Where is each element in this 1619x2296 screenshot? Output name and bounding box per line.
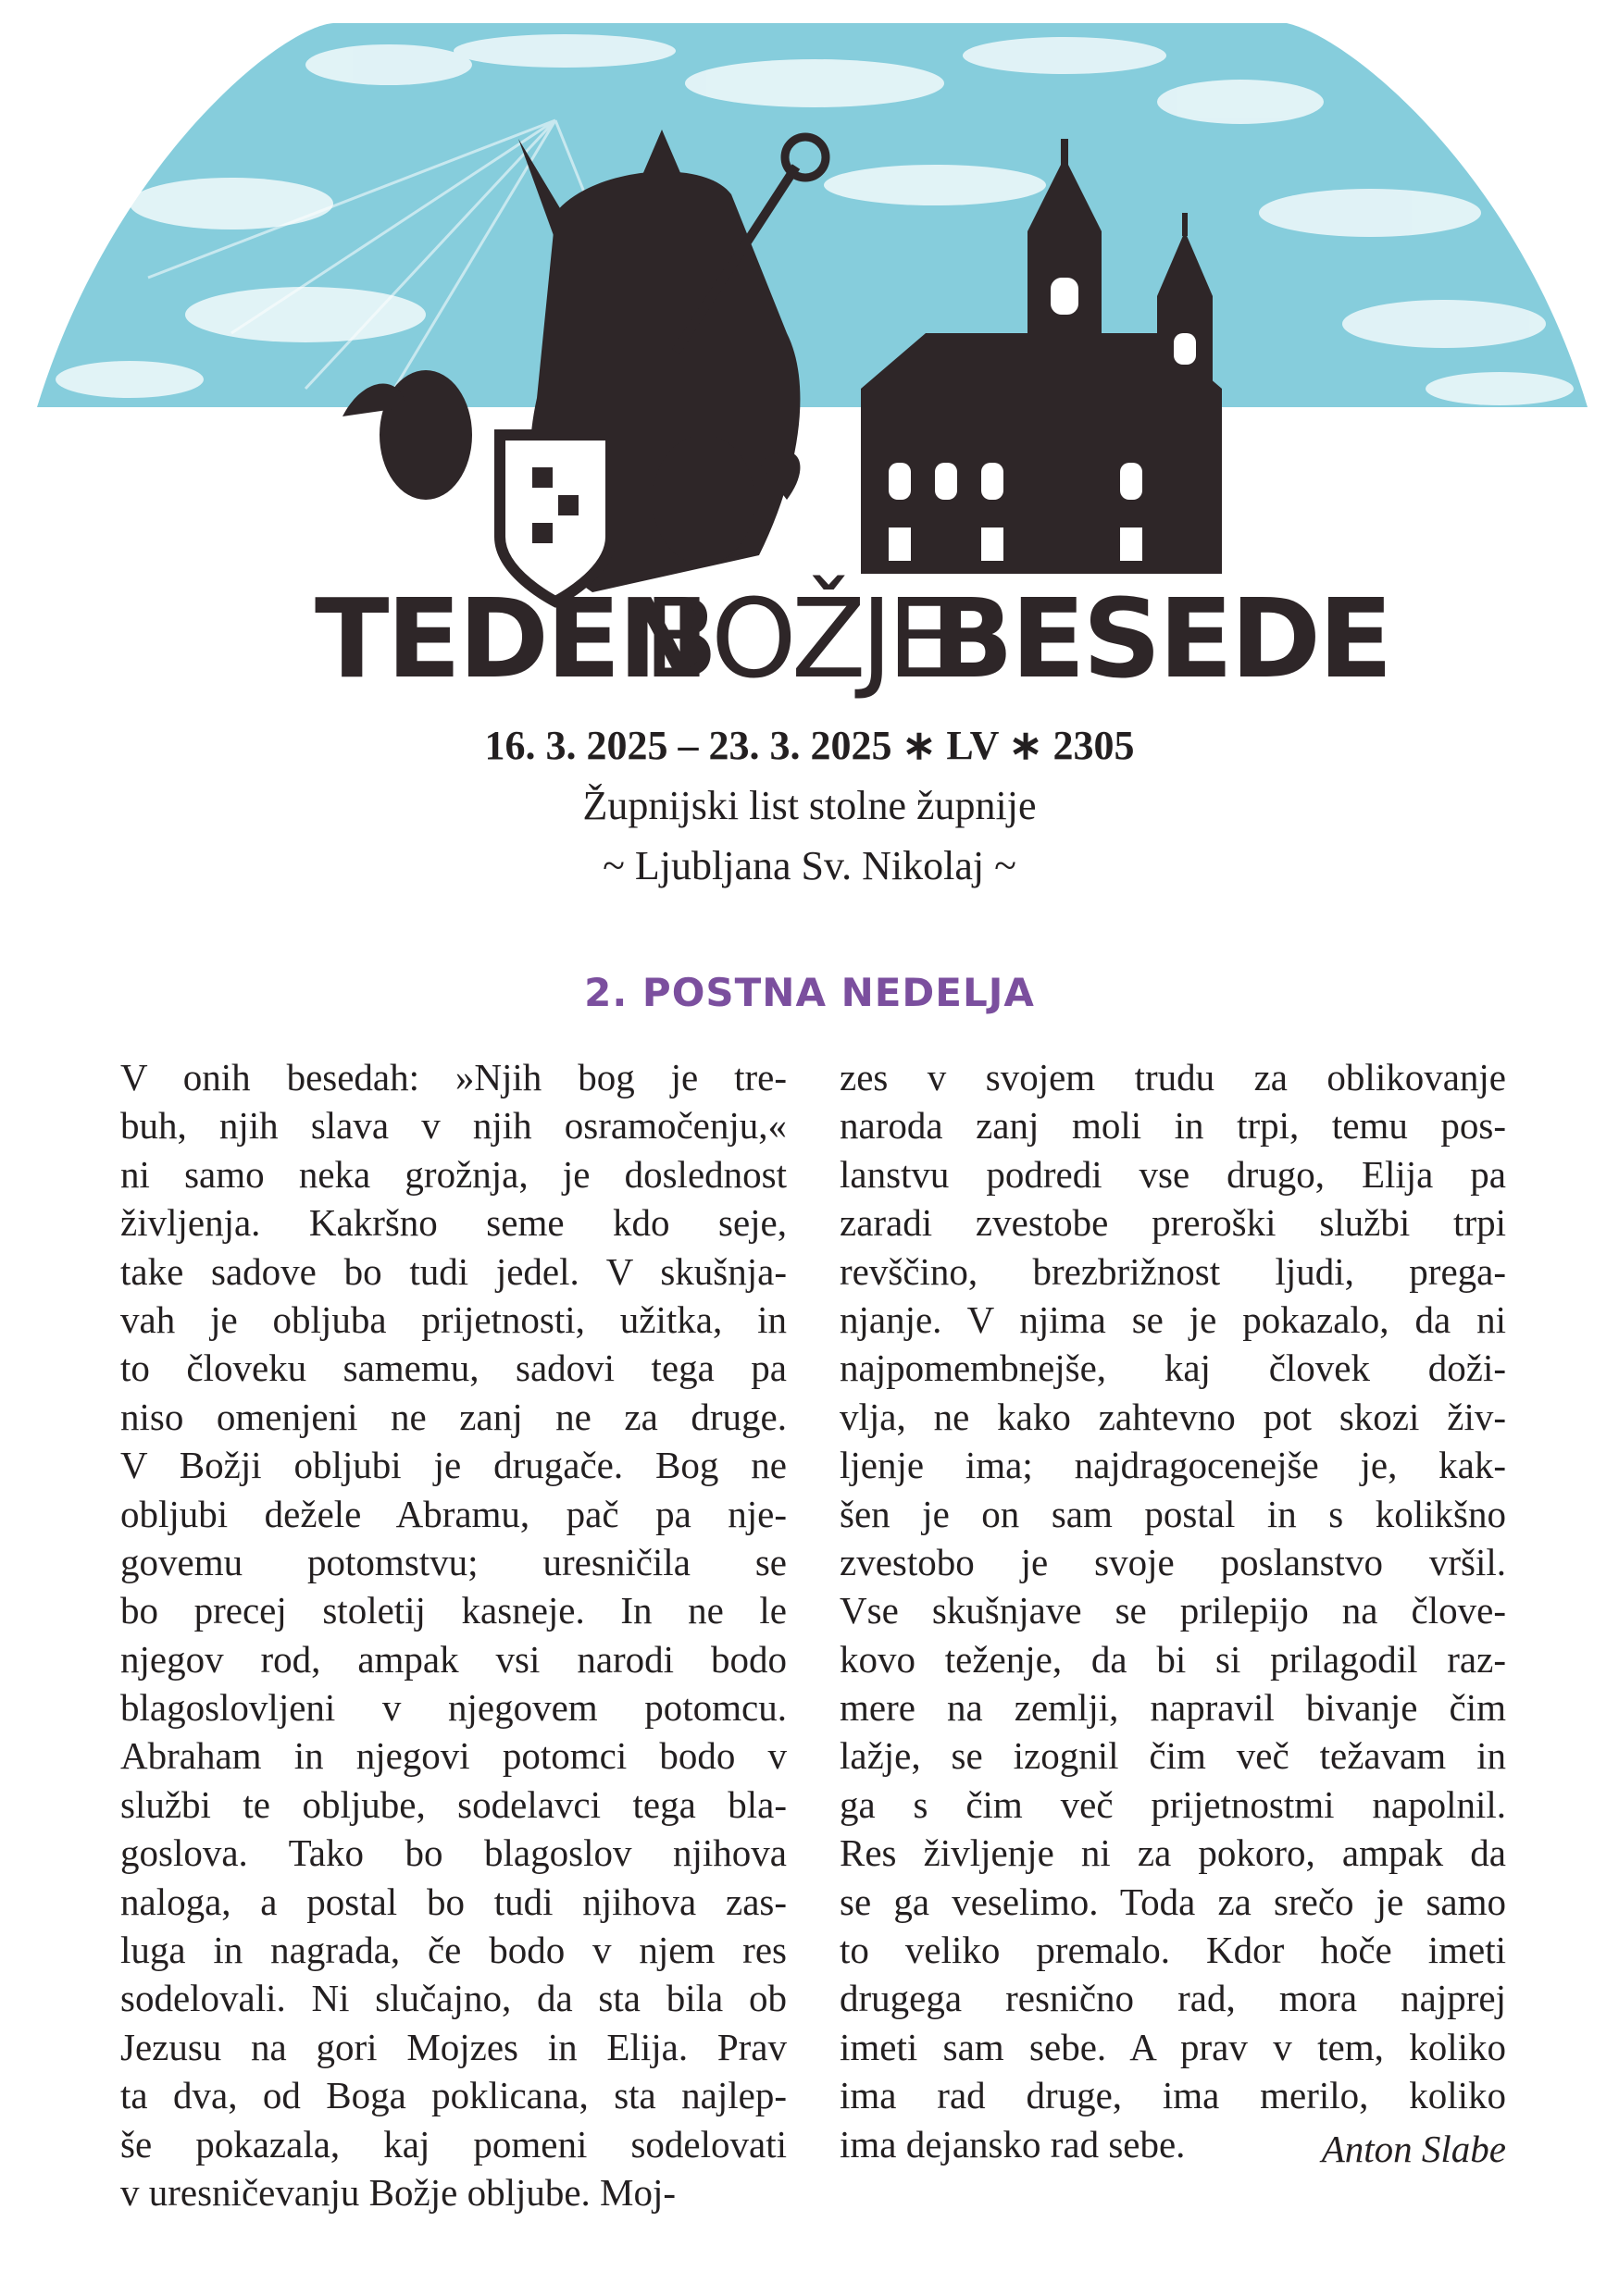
text-line: zvestobo je svoje poslanstvo vršil. <box>840 1540 1506 1583</box>
text-line: revščino, brezbrižnost ljudi, prega- <box>840 1249 1506 1293</box>
text-line: niso omenjeni ne zanj ne za druge. <box>120 1395 787 1438</box>
text-line: lanstvu podredi vse drugo, Elija pa <box>840 1152 1506 1196</box>
text-line: Res življenje ni za pokoro, ampak da <box>840 1831 1506 1875</box>
issue-line: 16. 3. 2025 – 23. 3. 2025 ∗ LV ∗ 2305 <box>484 723 1135 768</box>
text-line: življenja. Kakršno seme kdo seje, <box>120 1201 787 1245</box>
text-line: V Božji obljubi je drugače. Bog ne <box>120 1444 787 1487</box>
text-line: vah je obljuba prijetnosti, užitka, in <box>120 1297 787 1341</box>
text-line: ima rad druge, ima merilo, koliko <box>840 2074 1506 2117</box>
text-line: naroda zanj moli in trpi, temu pos- <box>840 1104 1506 1148</box>
text-line: službi te obljube, sodelavci tega bla- <box>120 1782 787 1826</box>
title-word-teden: TEDEN <box>315 575 707 702</box>
text-line: ni samo neka grožnja, je doslednost <box>120 1152 787 1196</box>
title-word-besede: BESEDE <box>930 575 1390 702</box>
text-line: blagoslovljeni v njegovem potomcu. <box>120 1686 787 1730</box>
text-line: se ga veselimo. Toda za srečo je samo <box>840 1880 1506 1923</box>
text-line: njegov rod, ampak vsi narodi bodo <box>120 1637 787 1681</box>
text-line: ima dejansko rad sebe. <box>840 2122 1186 2166</box>
text-line: ta dva, od Boga poklicana, sta najlep- <box>120 2074 787 2117</box>
paper-title <box>315 575 1390 702</box>
text-line: luga in nagrada, če bodo v njem res <box>120 1929 787 1972</box>
parish-place: ~ Ljubljana Sv. Nikolaj ~ <box>603 843 1016 888</box>
article-column-left <box>120 1053 787 2216</box>
text-line: njanje. V njima se je pokazalo, da ni <box>840 1297 1506 1341</box>
article-column-right <box>840 1053 1506 2168</box>
text-line: V onih besedah: »Njih bog je tre- <box>120 1056 787 1098</box>
text-line: zaradi zvestobe preroški službi trpi <box>840 1201 1506 1245</box>
text-line: kovo teženje, da bi si prilagodil raz- <box>840 1637 1506 1681</box>
text-line: Abraham in njegovi potomci bodo v <box>120 1734 787 1778</box>
text-line: ga s čim več prijetnostmi napolnil. <box>840 1782 1506 1826</box>
masthead <box>0 0 1619 713</box>
text-line: take sadove bo tudi jedel. V skušnja- <box>120 1249 787 1293</box>
text-line: buh, njih slava v njih osramočenju,« <box>120 1104 787 1148</box>
text-line: zes v svojem trudu za oblikovanje <box>840 1056 1506 1098</box>
text-line: govemu potomstvu; uresničila se <box>120 1540 787 1583</box>
text-line: ljenje ima; najdragocenejše je, kak- <box>840 1444 1506 1487</box>
text-line: to človeku samemu, sadovi tega pa <box>120 1347 787 1390</box>
text-line: Vse skušnjave se prilepijo na člove- <box>840 1589 1506 1632</box>
text-line: v uresničevanju Božje obljube. Moj- <box>120 2170 677 2214</box>
text-line: bo precej stoletij kasneje. In ne le <box>120 1589 787 1632</box>
text-line: mere na zemlji, napravil bivanje čim <box>840 1686 1506 1730</box>
text-line: Jezusu na gori Mojzes in Elija. Prav <box>120 2025 787 2068</box>
text-line: goslova. Tako bo blagoslov njihova <box>120 1831 787 1875</box>
text-line: imeti sam sebe. A prav v tem, koliko <box>840 2025 1506 2068</box>
text-line: naloga, a postal bo tudi njihova zas- <box>120 1880 787 1923</box>
article-title: 2. POSTNA NEDELJA <box>584 970 1035 1015</box>
text-line: še pokazala, kaj pomeni sodelovati <box>120 2122 787 2166</box>
text-line: sodelovali. Ni slučajno, da sta bila ob <box>120 1977 787 2020</box>
text-line: šen je on sam postal in s kolikšno <box>840 1492 1506 1535</box>
text-line: to veliko premalo. Kdor hoče imeti <box>840 1929 1506 1972</box>
text-line: lažje, se izognil čim več težavam in <box>840 1734 1506 1778</box>
article-author: Anton Slabe <box>1321 2128 1506 2170</box>
parish-subtitle: Župnijski list stolne župnije <box>582 783 1037 828</box>
text-line: drugega resnično rad, mora najprej <box>840 1977 1506 2020</box>
text-line: najpomembnejše, kaj človek doži- <box>840 1347 1506 1390</box>
text-line: vlja, ne kako zahtevno pot skozi živ- <box>840 1395 1506 1438</box>
text-line: obljubi dežele Abramu, pač pa nje- <box>120 1492 787 1535</box>
title-word-bozje: BOŽJE <box>643 575 951 702</box>
